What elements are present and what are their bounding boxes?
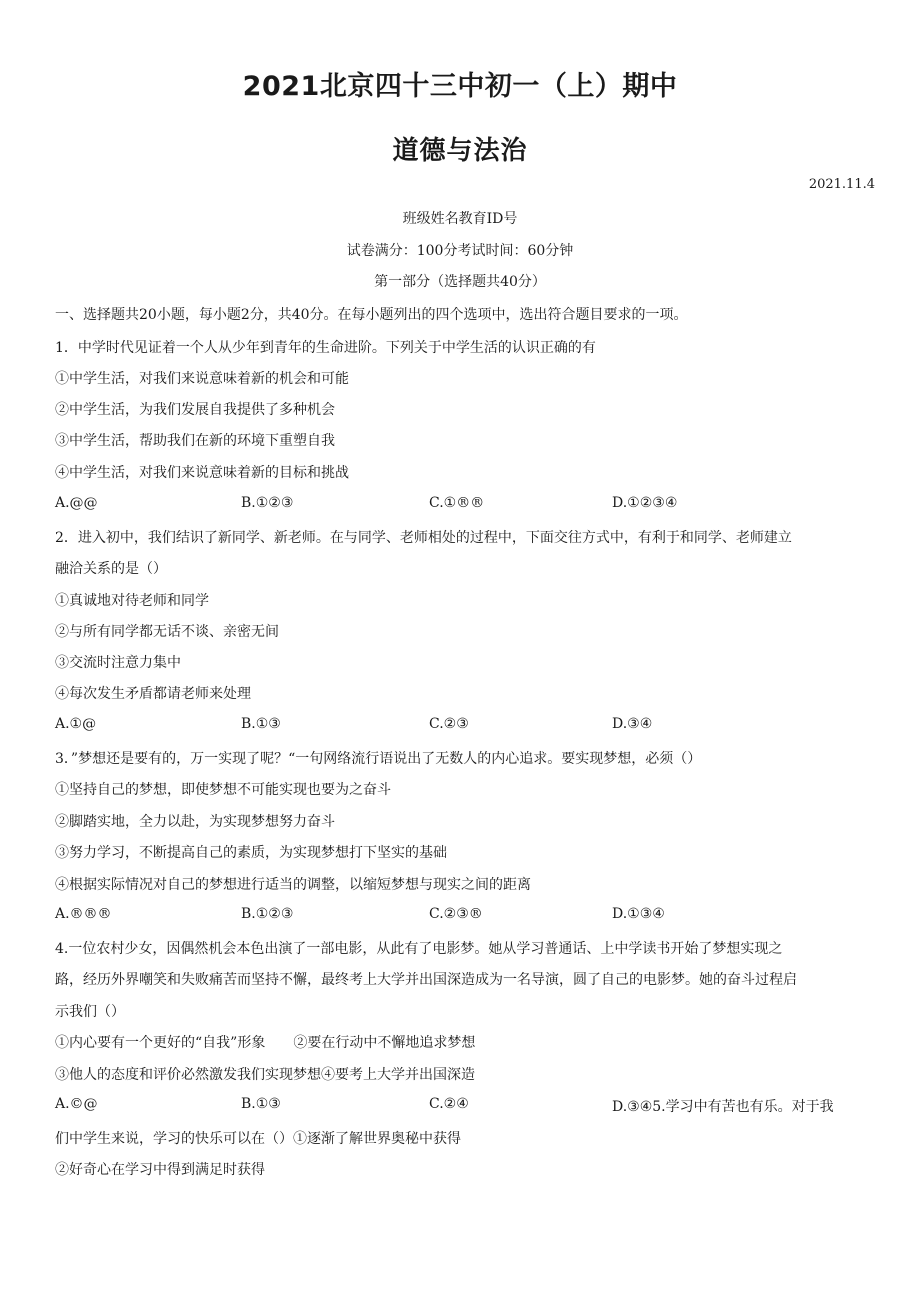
q2-option-c: C.②③ — [429, 716, 469, 732]
q2-options — [55, 716, 875, 736]
subject-title: 道德与法治 — [392, 136, 528, 166]
student-info-line: 班级姓名教育ID号 — [402, 211, 518, 227]
q1-item-1: ①中学生活，对我们来说意味着新的机会和可能 — [55, 371, 349, 387]
q1-option-d: D.①②③④ — [612, 495, 678, 511]
exam-meta-line: 试卷满分：100分考试时间：60分钟 — [346, 243, 574, 259]
q3-options — [55, 906, 875, 926]
q3-option-a: A.®®® — [55, 906, 112, 922]
q1-item-2: ②中学生活，为我们发展自我提供了多种机会 — [55, 402, 335, 418]
q4-stem-line-3: 示我们（） — [55, 1004, 125, 1020]
q3-item-4: ④根据实际情况对自己的梦想进行适当的调整，以缩短梦想与现实之间的距离 — [55, 877, 531, 893]
exam-date: 2021.11.4 — [808, 177, 875, 192]
q2-item-4: ④每次发生矛盾都请老师来处理 — [55, 686, 251, 702]
q1-options — [55, 495, 875, 515]
q4-option-c: C.②④ — [429, 1096, 469, 1112]
q4-option-b: B.①③ — [241, 1096, 281, 1112]
q4-options — [55, 1096, 875, 1116]
q2-option-b: B.①③ — [241, 716, 281, 732]
q4-items-line-2: ③他人的态度和评价必然激发我们实现梦想④要考上大学并出国深造 — [55, 1067, 475, 1083]
q3-item-3: ③努力学习，不断提高自己的素质，为实现梦想打下坚实的基础 — [55, 845, 447, 861]
q2-item-3: ③交流时注意力集中 — [55, 655, 181, 671]
q3-option-d: D.①③④ — [612, 906, 665, 922]
exam-title: 2021北京四十三中初一（上）期中 — [242, 71, 678, 102]
q2-option-a: A.①@ — [55, 716, 97, 732]
part-heading: 第一部分（选择题共40分） — [374, 274, 546, 290]
section-instructions: 一、选择题共20小题，每小题2分，共40分。在每小题列出的四个选项中，选出符合题目要求的一项。 — [55, 307, 688, 323]
q3-stem: 3．”梦想还是要有的，万一实现了呢？“一句网络流行语说出了无数人的内心追求。要实现梦想，必须（） — [55, 751, 702, 767]
q1-stem: 1．中学时代见证着一个人从少年到青年的生命进阶。下列关于中学生活的认识正确的有 — [55, 340, 596, 356]
q2-item-1: ①真诚地对待老师和同学 — [55, 593, 209, 609]
q3-option-c: C.②③® — [429, 906, 483, 922]
q1-item-4: ④中学生活，对我们来说意味着新的目标和挑战 — [55, 465, 349, 481]
q4-stem-line-2: 路，经历外界嘲笑和失败痛苦而坚持不懈，最终考上大学并出国深造成为一名导演，圆了自己的电影梦。她的奋斗过程启 — [55, 972, 797, 988]
q1-option-b: B.①②③ — [241, 495, 294, 511]
q5-stem-line: 们中学生来说，学习的快乐可以在（）①逐渐了解世界奥秘中获得 — [55, 1131, 461, 1147]
q3-option-b: B.①②③ — [241, 906, 294, 922]
q4-items-line-1: ①内心要有一个更好的“自我”形象 ②要在行动中不懈地追求梦想 — [55, 1035, 476, 1051]
q2-stem-line-1: 2．进入初中，我们结识了新同学、新老师。在与同学、老师相处的过程中，下面交往方式中，有利于和同学、老师建立 — [55, 530, 792, 546]
q4-option-a: A.©@ — [55, 1096, 98, 1112]
q4-option-d: D.③④5.学习中有苦也有乐。对于我 — [612, 1099, 834, 1115]
q1-option-c: C.①®® — [429, 495, 485, 511]
q3-item-2: ②脚踏实地，全力以赴，为实现梦想努力奋斗 — [55, 814, 335, 830]
q1-option-a: A.@@ — [55, 495, 98, 511]
q2-item-2: ②与所有同学都无话不谈、亲密无间 — [55, 624, 279, 640]
q5-item-2: ②好奇心在学习中得到满足时获得 — [55, 1162, 265, 1178]
q2-stem-line-2: 融洽关系的是（） — [55, 561, 167, 577]
q2-option-d: D.③④ — [612, 716, 653, 732]
q1-item-3: ③中学生活，帮助我们在新的环境下重塑自我 — [55, 433, 335, 449]
q4-stem-line-1: 4.一位农村少女，因偶然机会本色出演了一部电影，从此有了电影梦。她从学习普通话、上中学读书开始了梦想实现之 — [55, 941, 783, 957]
q3-item-1: ①坚持自己的梦想，即使梦想不可能实现也要为之奋斗 — [55, 782, 391, 798]
